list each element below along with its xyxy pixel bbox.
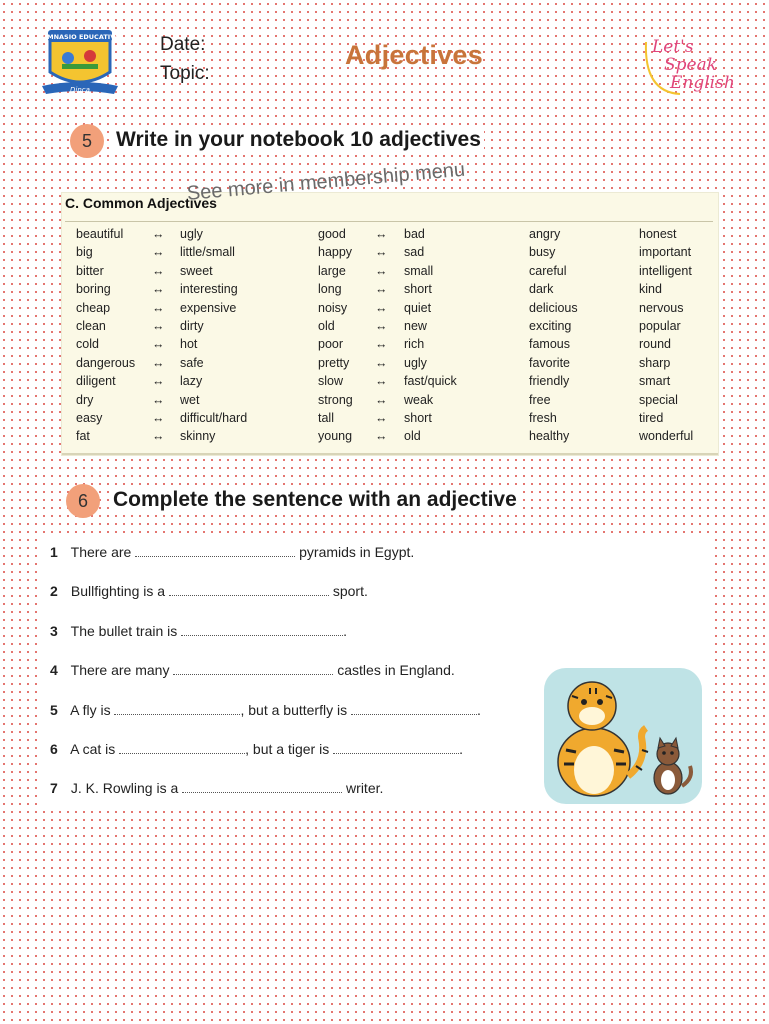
adjective-word: old: [404, 429, 421, 444]
sentence-text: The bullet train is: [70, 623, 178, 639]
sentence-text: , but a tiger is: [245, 741, 330, 757]
opposite-arrow-icon: ↔: [375, 300, 388, 315]
adjective-word: difficult/hard: [180, 411, 248, 426]
opposite-arrow-icon: ↔: [152, 300, 165, 315]
opposite-arrow-icon: ↔: [152, 227, 165, 241]
answer-blank[interactable]: [181, 623, 343, 636]
adjective-word: busy: [529, 245, 556, 260]
adjective-word: beautiful: [76, 227, 124, 241]
adjective-word: smart: [639, 374, 671, 389]
opposite-arrow-icon: ↔: [152, 392, 165, 407]
adjective-column: [639, 225, 693, 446]
adjective-word: ugly: [180, 227, 203, 241]
svg-text:English: English: [670, 73, 735, 93]
school-logo: [40, 26, 120, 98]
adjective-word: wonderful: [639, 429, 694, 444]
sentence-text: .: [343, 623, 348, 639]
adjective-word: tired: [639, 411, 664, 426]
adjective-word: weak: [404, 392, 434, 407]
sentence-text: writer.: [346, 780, 384, 796]
opposite-arrow-icon: ↔: [375, 411, 388, 426]
sentence-text: .: [459, 741, 463, 757]
opposite-arrow-icon: ↔: [375, 319, 388, 334]
adjective-word: exciting: [529, 319, 572, 334]
adjective-word: intelligent: [639, 263, 692, 278]
adjective-word: old: [318, 319, 335, 334]
sentence-text: pyramids in Egypt.: [299, 544, 415, 560]
sentence-item: [50, 702, 481, 718]
adjective-word: bitter: [76, 263, 104, 278]
answer-blank[interactable]: [182, 780, 342, 793]
adjective-word: fast/quick: [404, 374, 457, 389]
sentence-text: J. K. Rowling is a: [70, 780, 179, 796]
adjective-word: young: [318, 429, 353, 444]
answer-blank[interactable]: [169, 583, 329, 596]
sentence-number: 5: [50, 702, 58, 718]
sentence-item: [50, 741, 463, 757]
svg-text:GIMNASIO EDUCATIVO: GIMNASIO EDUCATIVO: [40, 33, 120, 41]
opposite-column: [404, 225, 457, 446]
topic-label: Topic:: [160, 63, 210, 84]
adjective-word: ugly: [404, 355, 427, 370]
opposite-arrow-icon: ↔: [375, 337, 388, 352]
opposite-arrow-icon: ↔: [375, 227, 388, 241]
opposite-arrow-icon: ↔: [152, 245, 165, 260]
adjective-word: hot: [180, 337, 198, 352]
adjective-word: famous: [529, 337, 570, 352]
adjective-word: strong: [318, 392, 353, 407]
adjective-word: delicious: [529, 300, 578, 315]
adjective-column: [318, 225, 353, 446]
answer-blank[interactable]: [119, 741, 245, 754]
sentence-text: .: [476, 702, 481, 718]
sentence-number: 3: [50, 623, 58, 639]
adjective-word: slow: [318, 374, 344, 389]
sentence-number: 6: [50, 741, 58, 757]
adjective-word: good: [318, 227, 346, 241]
opposite-arrow-icon: ↔: [375, 245, 388, 260]
adjective-word: quiet: [404, 300, 432, 315]
adjective-word: short: [404, 282, 432, 297]
adjective-column: [529, 225, 578, 446]
adjective-column: [76, 225, 135, 446]
answer-blank[interactable]: [135, 544, 295, 557]
lets-speak-english-logo: [640, 32, 740, 102]
adjective-word: sweet: [180, 263, 213, 278]
adjective-word: popular: [639, 319, 681, 334]
adjective-word: easy: [76, 411, 103, 426]
adjective-word: fat: [76, 429, 90, 444]
adjective-word: clean: [76, 319, 106, 334]
adjective-word: dangerous: [76, 355, 136, 370]
adjective-word: friendly: [529, 374, 570, 389]
common-adjectives-table: [62, 158, 718, 455]
sentence-number: 2: [50, 583, 58, 599]
adjective-word: large: [318, 263, 346, 278]
opposite-arrow-icon: ↔: [375, 429, 388, 444]
adjective-word: tall: [318, 411, 334, 426]
opposite-arrow-icon: ↔: [375, 355, 388, 370]
adjective-word: noisy: [318, 300, 348, 315]
opposite-arrow-icon: ↔: [152, 429, 165, 444]
answer-blank[interactable]: [351, 702, 477, 715]
adjective-word: dirty: [180, 319, 204, 334]
adjective-word: boring: [76, 282, 111, 297]
adjective-word: interesting: [180, 282, 238, 297]
opposite-arrow-icon: ↔: [152, 319, 165, 334]
opposite-arrow-icon: ↔: [152, 337, 165, 352]
sentence-text: There are many: [70, 662, 170, 678]
date-label: Date:: [160, 34, 206, 55]
adjective-word: special: [639, 392, 678, 407]
adjective-word: expensive: [180, 300, 237, 315]
adjective-word: rich: [404, 337, 425, 352]
sentence-number: 4: [50, 662, 58, 678]
adjective-word: angry: [529, 227, 561, 241]
svg-text:Speak: Speak: [664, 55, 718, 75]
section-6-badge: 6: [66, 484, 100, 518]
sentence-text: A fly is: [70, 702, 111, 718]
adjective-word: bad: [404, 227, 425, 241]
adjective-word: new: [404, 319, 427, 334]
table-heading: C. Common Adjectives: [65, 195, 217, 211]
adjective-word: diligent: [76, 374, 116, 389]
adjective-word: safe: [180, 355, 204, 370]
adjective-word: wet: [180, 392, 200, 407]
opposite-arrow-icon: ↔: [375, 263, 388, 278]
answer-blank[interactable]: [333, 741, 459, 754]
adjective-word: fresh: [529, 411, 557, 426]
adjective-word: short: [404, 411, 432, 426]
sentence-text: sport.: [332, 583, 368, 599]
adjective-word: kind: [639, 282, 662, 297]
adjective-word: sharp: [639, 355, 671, 370]
tiger-and-cat-illustration: [542, 666, 704, 806]
opposite-arrow-icon: ↔: [375, 374, 388, 389]
arrow-column: [375, 225, 388, 446]
exercise-panel: [42, 536, 714, 808]
adjective-word: dry: [76, 392, 94, 407]
sentence-text: castles in England.: [337, 662, 455, 678]
sentence-text: A cat is: [70, 741, 116, 757]
adjective-word: healthy: [529, 429, 570, 444]
adjective-word: happy: [318, 245, 353, 260]
sentence-item: [50, 623, 347, 639]
svg-text:Let's: Let's: [652, 37, 694, 57]
section-5-title: Write in your notebook 10 adjectives: [113, 128, 484, 152]
adjective-word: cheap: [76, 300, 111, 315]
adjective-word: favorite: [529, 355, 570, 370]
adjective-word: dark: [529, 282, 554, 297]
section-6-title: Complete the sentence with an adjective: [110, 488, 520, 512]
adjective-word: important: [639, 245, 692, 260]
adjective-word: nervous: [639, 300, 684, 315]
adjective-word: big: [76, 245, 93, 260]
sentence-text: , but a butterfly is: [240, 702, 348, 718]
adjective-word: round: [639, 337, 671, 352]
adjective-word: careful: [529, 263, 567, 278]
adjective-word: little/small: [180, 245, 235, 260]
sentence-number: 1: [50, 544, 58, 560]
table-divider: [65, 221, 713, 222]
opposite-arrow-icon: ↔: [152, 282, 165, 297]
sentence-item: [50, 544, 414, 560]
section-5-badge: 5: [70, 124, 104, 158]
opposite-arrow-icon: ↔: [375, 282, 388, 297]
page-title: Adjectives: [345, 40, 484, 70]
adjective-word: cold: [76, 337, 99, 352]
opposite-column: [180, 225, 247, 446]
opposite-arrow-icon: ↔: [152, 263, 165, 278]
opposite-arrow-icon: ↔: [152, 355, 165, 370]
adjective-word: free: [529, 392, 551, 407]
sentence-number: 7: [50, 780, 58, 796]
membership-watermark: See more in membership menu: [186, 158, 466, 205]
answer-blank[interactable]: [173, 662, 333, 675]
arrow-column: [152, 225, 165, 446]
answer-blank[interactable]: [114, 702, 240, 715]
sentence-item: [50, 780, 383, 796]
adjective-word: sad: [404, 245, 425, 260]
adjective-word: honest: [639, 227, 677, 241]
opposite-arrow-icon: ↔: [152, 374, 165, 389]
opposite-arrow-icon: ↔: [152, 411, 165, 426]
opposite-arrow-icon: ↔: [375, 392, 388, 407]
sentence-text: There are: [70, 544, 132, 560]
adjective-word: small: [404, 263, 434, 278]
adjective-word: pretty: [318, 355, 350, 370]
adjective-word: poor: [318, 337, 344, 352]
adjective-word: long: [318, 282, 342, 297]
svg-text:Dinca: Dinca: [70, 86, 90, 94]
adjective-word: lazy: [180, 374, 203, 389]
sentence-text: Bullfighting is a: [70, 583, 166, 599]
sentence-item: [50, 662, 455, 678]
sentence-item: [50, 583, 368, 599]
adjective-word: skinny: [180, 429, 216, 444]
